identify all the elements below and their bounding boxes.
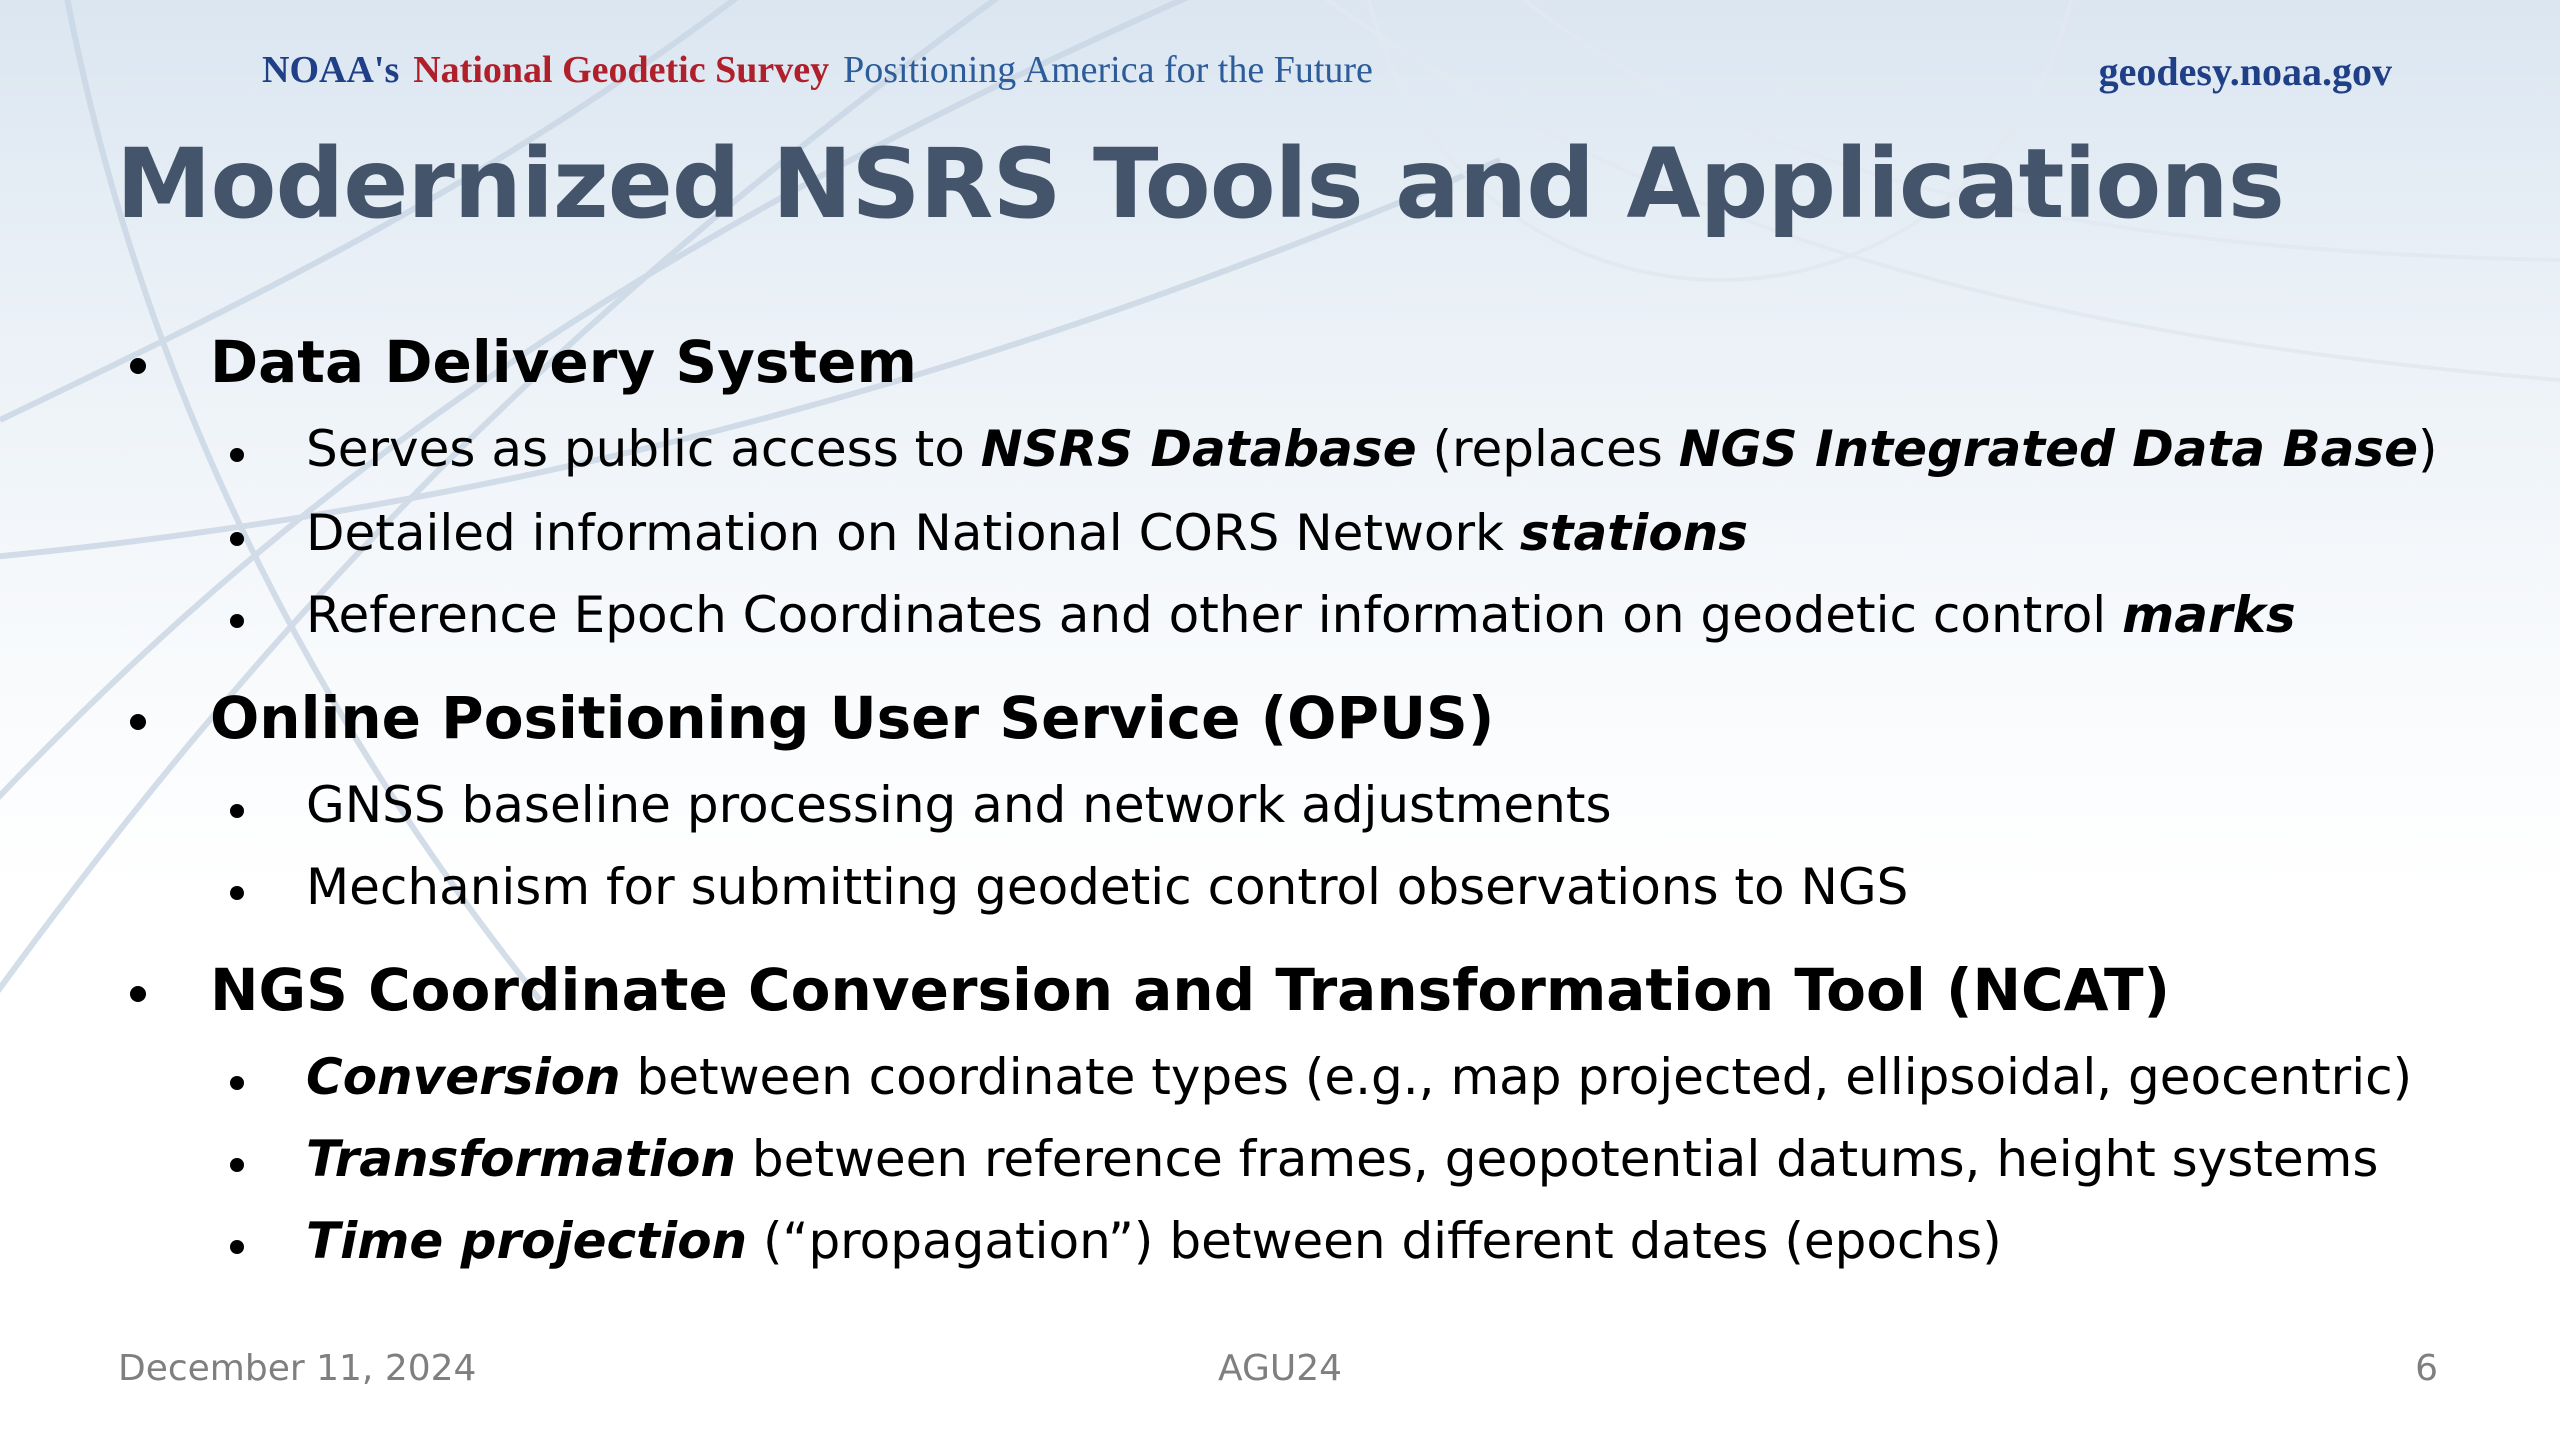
- sub-bullet-dot: [230, 448, 244, 462]
- emphasis-text: NSRS Database: [980, 420, 1417, 478]
- footer-page-number: 6: [2415, 1348, 2438, 1389]
- sub-bullet-dot: [230, 804, 244, 818]
- item-text: Detailed information on National CORS Network: [306, 504, 1520, 562]
- emphasis-text: Time projection: [306, 1212, 748, 1270]
- website-link[interactable]: geodesy.noaa.gov: [2098, 49, 2392, 94]
- bullet-dot: [130, 358, 146, 374]
- item-text: (replaces: [1416, 420, 1679, 478]
- org-ngs: National Geodetic Survey: [413, 49, 830, 91]
- emphasis-text: marks: [2122, 586, 2296, 644]
- list-item: [306, 586, 2296, 644]
- tagline: Positioning America for the Future: [843, 49, 1373, 91]
- section-heading: Online Positioning User Service (OPUS): [210, 684, 1495, 752]
- list-item: [306, 1130, 2378, 1188]
- emphasis-text: stations: [1519, 504, 1749, 562]
- list-item: [306, 1048, 2412, 1106]
- list-item: [306, 1212, 2002, 1270]
- item-text: between coordinate types (e.g., map projected, ellipsoidal, geocentric): [620, 1048, 2413, 1106]
- footer-event: AGU24: [1218, 1348, 1343, 1389]
- org-noaa: NOAA's: [262, 49, 400, 91]
- slide-title: Modernized NSRS Tools and Applications: [116, 128, 2284, 240]
- emphasis-text: Conversion: [306, 1048, 621, 1106]
- item-text: GNSS baseline processing and network adjustments: [306, 776, 1612, 834]
- sub-bullet-dot: [230, 1240, 244, 1254]
- item-text: Reference Epoch Coordinates and other information on geodetic control: [306, 586, 2123, 644]
- list-item: [306, 776, 1612, 834]
- emphasis-text: NGS Integrated Data Base: [1678, 420, 2419, 478]
- list-item: [306, 858, 1908, 916]
- bullet-dot: [130, 986, 146, 1002]
- emphasis-text: Transformation: [306, 1130, 736, 1188]
- item-text: ): [2418, 420, 2438, 478]
- sub-bullet-dot: [230, 614, 244, 628]
- bullet-dot: [130, 714, 146, 730]
- section-heading: NGS Coordinate Conversion and Transformation Tool (NCAT): [210, 956, 2171, 1024]
- item-text: (“propagation”) between different dates (epochs): [747, 1212, 2002, 1270]
- sub-bullet-dot: [230, 886, 244, 900]
- section-heading: Data Delivery System: [210, 328, 917, 396]
- footer-date: December 11, 2024: [118, 1348, 477, 1389]
- sub-bullet-dot: [230, 1076, 244, 1090]
- sub-bullet-dot: [230, 532, 244, 546]
- sub-bullet-dot: [230, 1158, 244, 1172]
- list-item: [306, 420, 2438, 478]
- item-text: Serves as public access to: [306, 420, 981, 478]
- item-text: Mechanism for submitting geodetic control observations to NGS: [306, 858, 1909, 916]
- item-text: between reference frames, geopotential datums, height systems: [735, 1130, 2379, 1188]
- list-item: [306, 504, 1748, 562]
